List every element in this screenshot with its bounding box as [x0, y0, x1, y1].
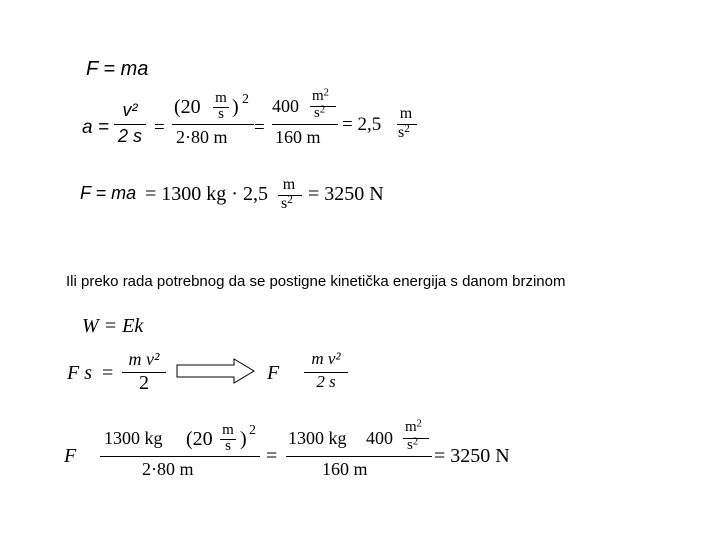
eq-w-ek-text: W = Ek — [82, 315, 144, 337]
paren-close: ) — [240, 428, 247, 450]
exp-2: 2 — [416, 418, 422, 430]
fraction-bar — [100, 456, 260, 457]
equals-sign: = — [102, 362, 114, 384]
unit-s: s — [314, 105, 320, 121]
eq-fs-lhs: F s — [67, 362, 92, 384]
frac-v2-num: v² — [122, 100, 138, 120]
frac2-num-pre: 1300 kg — [288, 428, 347, 448]
eq3-result: = 3250 N — [308, 183, 384, 205]
frac1-den: 2·80 m — [142, 459, 194, 479]
frac3-num-value: 400 — [272, 96, 299, 116]
eq3-lhs-f: F — [64, 445, 77, 467]
fraction-bar — [114, 124, 146, 125]
exp-2: 2 — [412, 436, 419, 448]
exp-2: 2 — [287, 193, 293, 206]
frac-2s-den: 2 s — [117, 126, 142, 146]
exp-2: 2 — [242, 92, 249, 107]
unit-m: m — [222, 422, 234, 438]
exp-2: 2 — [323, 87, 329, 99]
rhs-num: m v² — [311, 349, 341, 368]
eq-f-ma-text: F = ma — [86, 58, 149, 80]
frac2-den: 2·80 m — [176, 127, 228, 147]
exp-2: 2 — [404, 122, 410, 135]
unit-s: s — [218, 106, 224, 122]
unit-s: s — [281, 195, 288, 212]
arrow-right-icon — [176, 358, 256, 384]
eq3-result: = 3250 N — [434, 445, 510, 467]
fraction-bar — [272, 124, 338, 125]
frac2-num-value: 400 — [366, 428, 393, 448]
unit-m: m — [312, 88, 324, 104]
exp-2: 2 — [319, 104, 326, 116]
eq3-middle: = 1300 kg · 2,5 — [145, 183, 268, 205]
unit-m: m — [215, 90, 227, 106]
frac2-num-pre: (20 — [174, 96, 201, 118]
unit-m: m — [282, 176, 296, 193]
equals-sign: = — [266, 445, 278, 467]
frac1-num-pre: 1300 kg — [104, 428, 163, 448]
caption-text: Ili preko rada potrebnog da se postigne kinetička energija s danom brzinom — [66, 273, 566, 290]
rhs-f: F — [267, 362, 280, 384]
frac3-den: 160 m — [275, 127, 321, 147]
unit-s: s — [407, 437, 413, 453]
frac2-den: 160 m — [322, 459, 368, 479]
frac-num: m v² — [128, 349, 160, 369]
fraction-bar — [286, 456, 432, 457]
frac1-num-paren: (20 — [186, 428, 213, 450]
unit-m: m — [405, 419, 417, 435]
result-value: = 2,5 — [342, 114, 382, 135]
equals-sign: = — [254, 117, 265, 138]
paren-close: ) — [232, 96, 239, 118]
eq-a-lhs: a = — [82, 117, 109, 138]
result-unit-s: s — [398, 124, 405, 141]
fraction-bar — [172, 124, 254, 125]
equals-sign: = — [154, 117, 165, 138]
frac-den: 2 — [139, 372, 149, 394]
rhs-den: 2 s — [316, 372, 336, 391]
eq3-lhs: F = ma — [80, 183, 137, 203]
exp-2: 2 — [249, 423, 256, 438]
unit-s: s — [225, 438, 231, 454]
result-unit-m: m — [399, 105, 413, 122]
